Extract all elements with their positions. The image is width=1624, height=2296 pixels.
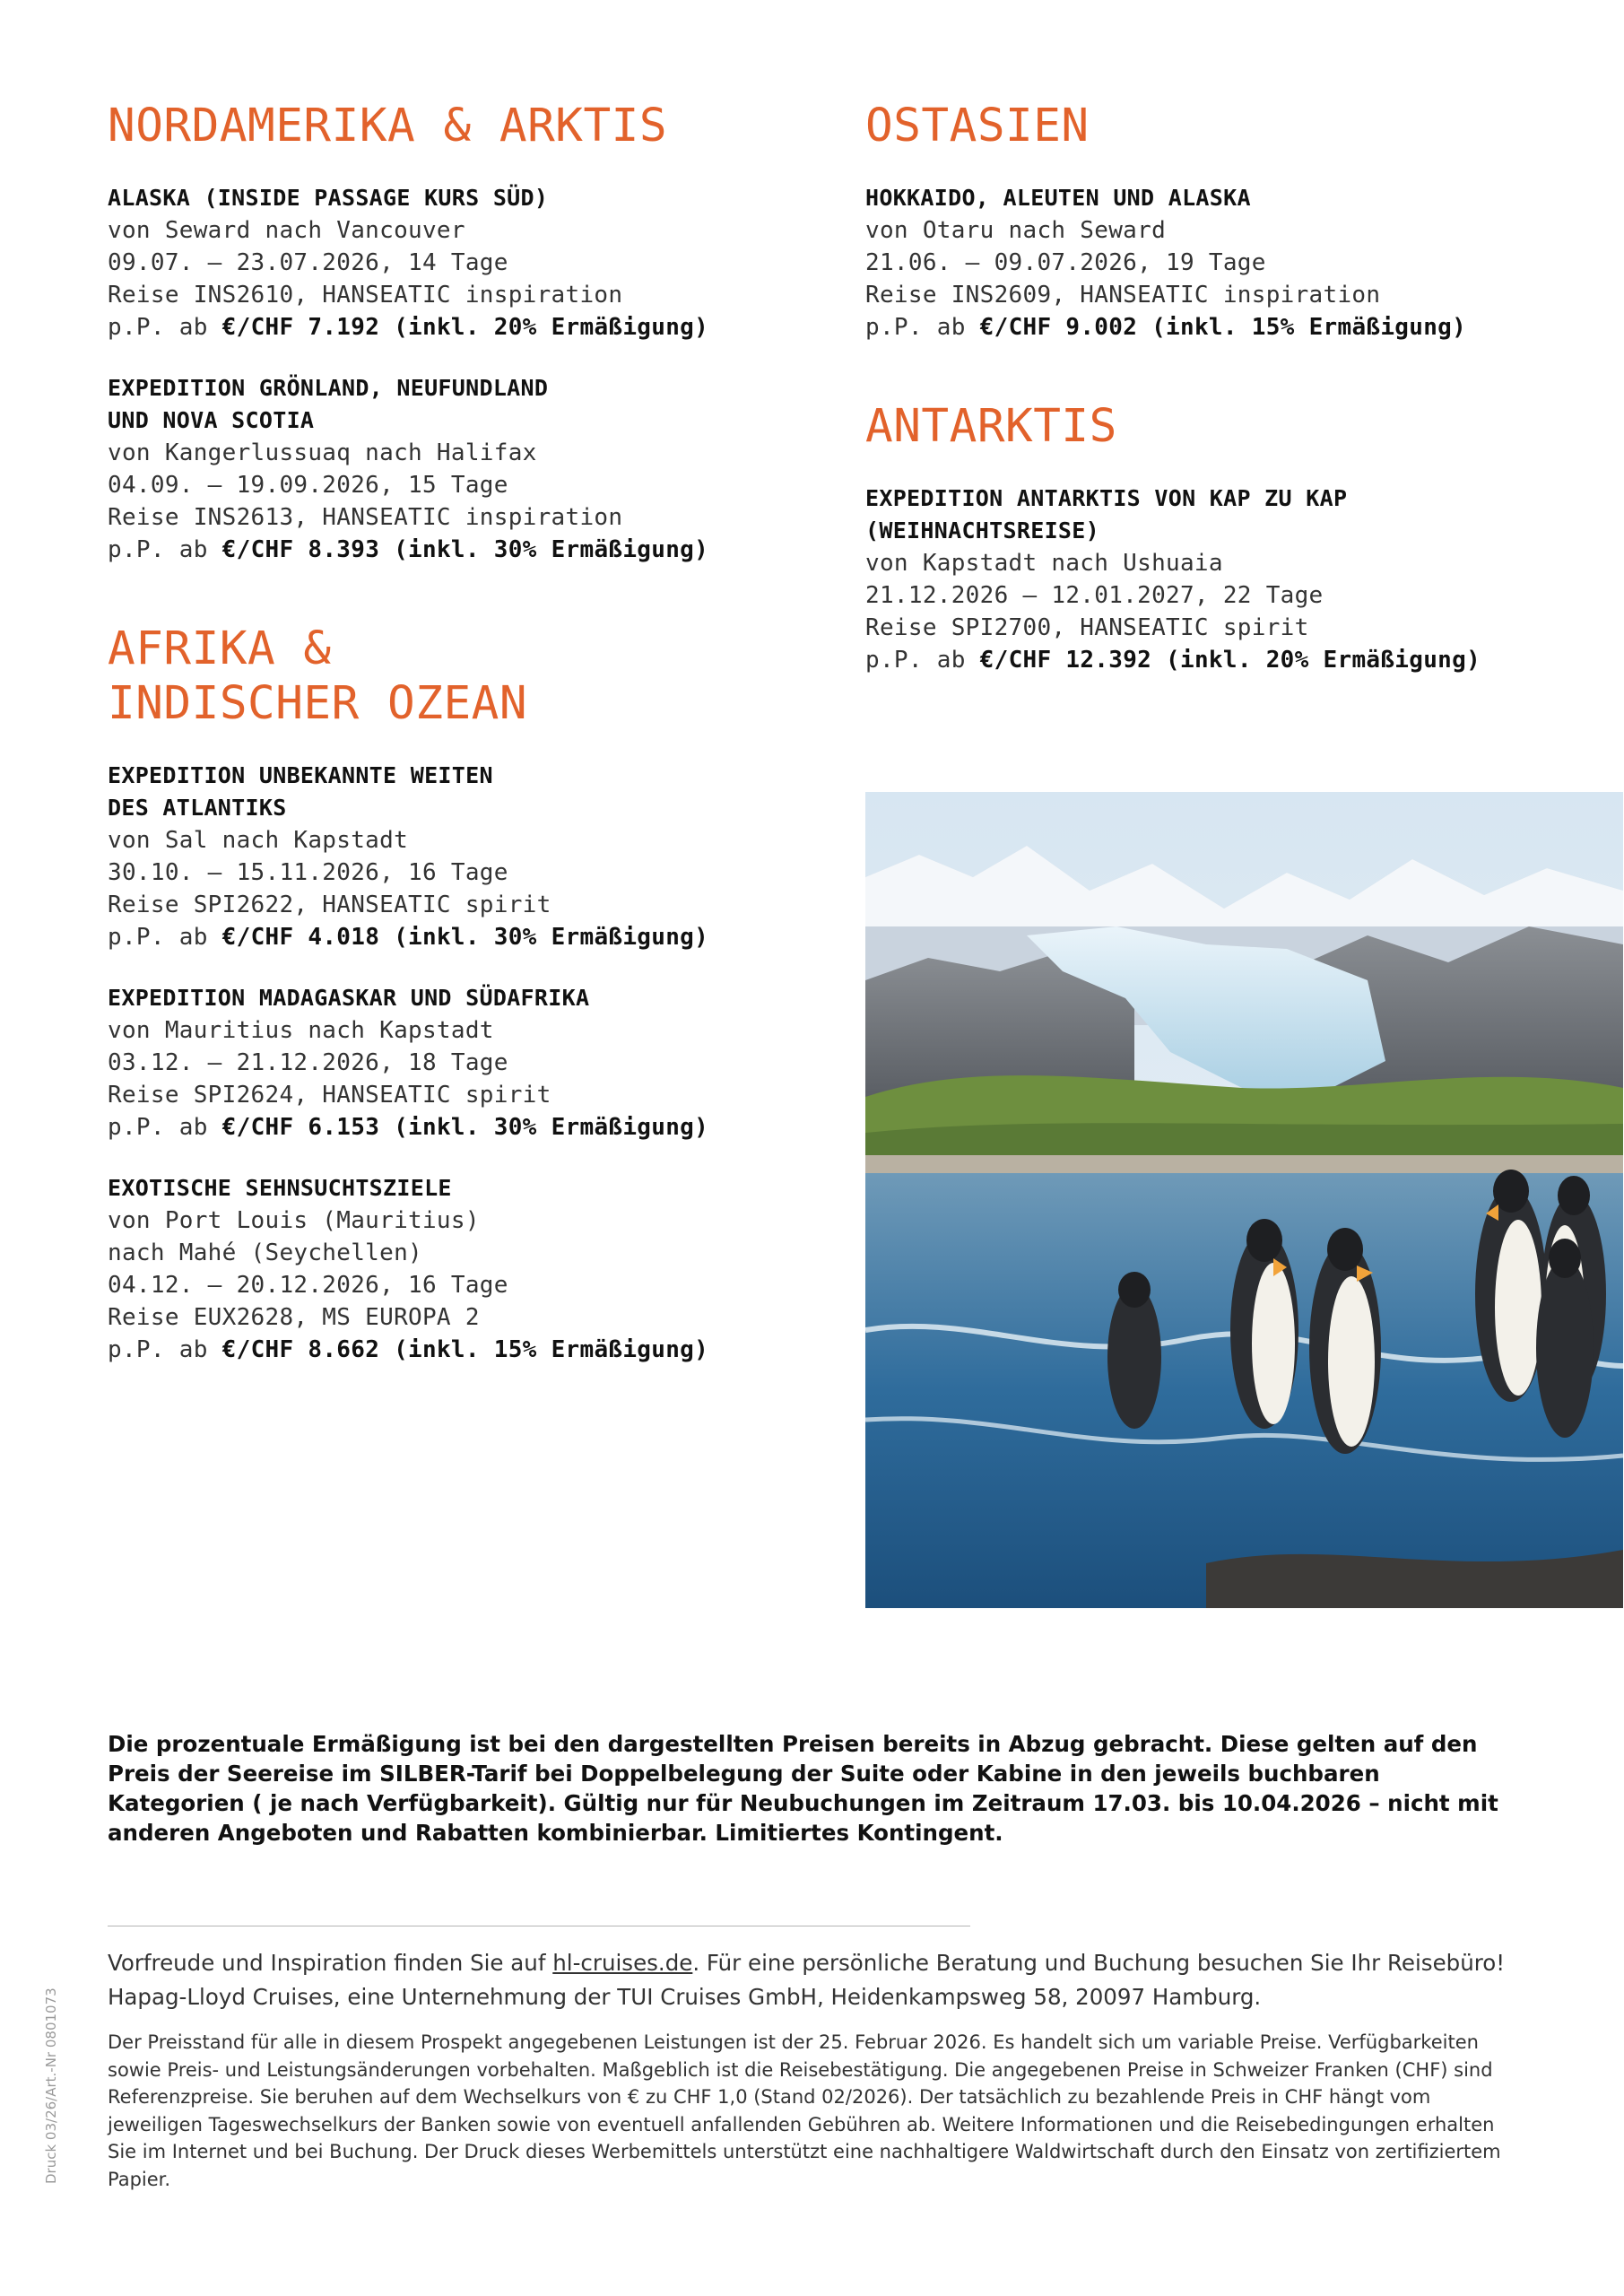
offer-trip: Reise EUX2628, MS EUROPA 2 <box>108 1304 480 1331</box>
offer-item <box>865 483 1619 676</box>
region-heading-line: INDISCHER OZEAN <box>108 677 528 730</box>
offer-item <box>108 1172 861 1366</box>
price-prefix: p.P. ab <box>108 536 208 563</box>
offer-title: UND NOVA SCOTIA <box>108 407 315 433</box>
offer-route: nach Mahé (Seychellen) <box>108 1239 422 1266</box>
offer-title: (WEIHNACHTSREISE) <box>865 517 1099 544</box>
print-code: Druck 03/26/Art.-Nr 0801073 <box>43 1987 59 2184</box>
contact-info <box>108 1946 1587 2014</box>
website-link[interactable]: hl-cruises.de <box>552 1950 693 1976</box>
offer-item <box>108 760 861 953</box>
offer-route: von Kangerlussuaq nach Halifax <box>108 439 537 466</box>
price-prefix: p.P. ab <box>108 1114 208 1141</box>
offer-title: EXPEDITION MADAGASKAR UND SÜDAFRIKA <box>108 985 590 1011</box>
offer-dates: 04.12. – 20.12.2026, 16 Tage <box>108 1272 508 1299</box>
offer-dates: 09.07. – 23.07.2026, 14 Tage <box>108 249 508 276</box>
contact-line-1 <box>108 1946 1587 1980</box>
penguin-landscape-illustration <box>865 792 1623 1608</box>
offer-item <box>108 182 861 344</box>
offer-route: von Otaru nach Seward <box>865 217 1167 244</box>
offer-title: ALASKA (INSIDE PASSAGE KURS SÜD) <box>108 185 549 211</box>
offer-dates: 30.10. – 15.11.2026, 16 Tage <box>108 859 508 886</box>
right-column <box>865 99 1619 705</box>
offer-dates: 21.06. – 09.07.2026, 19 Tage <box>865 249 1266 276</box>
legal-fineprint: Der Preisstand für alle in diesem Prospekt angegebenen Leistungen ist der 25. Februar 2026. Es handelt sich um variable Preise. Verfügbarkeiten sowie Preis- und Leistungsänderungen vorbehalten. Maßgeblich ist die Reisebestätigung. Die angegebenen Preise in Schweizer Franken (CHF) sind Referenzpreise. Sie beruhen auf dem Wechselkurs von € zu CHF 1,0 (Stand 02/2026). Der tatsächlich zu bezahlende Preis in CHF hängt vom jeweiligen Tageswechselkurs der Banken sowie von eventuell anfallenden Gebühren ab. Weitere Informationen und die Reisebedingungen erhalten Sie im Internet und bei Buchung. Der Druck dieses Werbemittels unterstützt eine nachhaltigere Waldwirtschaft durch den Einsatz von zertifiziertem Papier. <box>108 2031 1501 2190</box>
price-prefix: p.P. ab <box>865 647 966 674</box>
offer-title: EXPEDITION ANTARKTIS VON KAP ZU KAP <box>865 485 1348 511</box>
offer-trip: Reise SPI2700, HANSEATIC spirit <box>865 614 1309 641</box>
price-value: €/CHF 7.192 (inkl. 20% Ermäßigung) <box>221 314 709 341</box>
price-prefix: p.P. ab <box>108 924 208 951</box>
offer-route: von Mauritius nach Kapstadt <box>108 1017 494 1044</box>
contact-text: Vorfreude und Inspiration finden Sie auf <box>108 1950 553 1976</box>
left-column <box>108 99 861 1395</box>
offer-price <box>865 311 1619 344</box>
offer-item <box>108 982 861 1144</box>
offer-title: EXPEDITION UNBEKANNTE WEITEN <box>108 762 493 788</box>
offer-dates: 03.12. – 21.12.2026, 18 Tage <box>108 1049 508 1076</box>
offer-price <box>865 644 1619 676</box>
discount-note: Die prozentuale Ermäßigung ist bei den dargestellten Preisen bereits in Abzug gebracht. Diese gelten auf den Preis der Seereise im SILBER-Tarif bei Doppelbelegung der Suite oder Kabine in den jeweils buchbaren Kategorien ( je nach Verfügbarkeit). Gültig nur für Neubuchungen im Zeitraum 17.03. bis 10.04.2026 – nicht mit anderen Angeboten und Rabatten kombinierbar. Limitiertes Kontingent. <box>108 1731 1498 1846</box>
offer-item <box>865 182 1619 344</box>
price-value: €/CHF 9.002 (inkl. 15% Ermäßigung) <box>979 314 1467 341</box>
offer-trip: Reise INS2610, HANSEATIC inspiration <box>108 282 623 309</box>
region-heading-antarktis: ANTARKTIS <box>865 400 1117 453</box>
price-prefix: p.P. ab <box>108 314 208 341</box>
offer-price <box>108 921 861 953</box>
price-value: €/CHF 4.018 (inkl. 30% Ermäßigung) <box>221 924 709 951</box>
offer-title: EXOTISCHE SEHNSUCHTSZIELE <box>108 1175 452 1201</box>
price-prefix: p.P. ab <box>865 314 966 341</box>
offer-price <box>108 534 861 566</box>
offer-title: HOKKAIDO, ALEUTEN UND ALASKA <box>865 185 1251 211</box>
contact-text: . Für eine persönliche Beratung und Buchung besuchen Sie Ihr Reisebüro! <box>692 1950 1506 1976</box>
price-value: €/CHF 6.153 (inkl. 30% Ermäßigung) <box>221 1114 709 1141</box>
offer-price <box>108 1334 861 1366</box>
offer-item <box>108 372 861 566</box>
region-heading-ostasien: OSTASIEN <box>865 100 1090 152</box>
offer-route: von Sal nach Kapstadt <box>108 827 409 854</box>
offer-dates: 21.12.2026 – 12.01.2027, 22 Tage <box>865 582 1324 609</box>
offer-route: von Seward nach Vancouver <box>108 217 465 244</box>
region-heading-nordamerika: NORDAMERIKA & ARKTIS <box>108 100 668 152</box>
price-prefix: p.P. ab <box>108 1336 208 1363</box>
offer-route: von Port Louis (Mauritius) <box>108 1207 480 1234</box>
offer-title: DES ATLANTIKS <box>108 795 287 821</box>
region-heading-afrika <box>108 622 861 731</box>
penguin-photo <box>865 792 1623 1608</box>
offer-trip: Reise SPI2622, HANSEATIC spirit <box>108 891 551 918</box>
offer-price <box>108 1111 861 1144</box>
offer-trip: Reise INS2613, HANSEATIC inspiration <box>108 504 623 531</box>
price-value: €/CHF 8.393 (inkl. 30% Ermäßigung) <box>221 536 709 563</box>
offer-trip: Reise SPI2624, HANSEATIC spirit <box>108 1082 551 1109</box>
offer-title: EXPEDITION GRÖNLAND, NEUFUNDLAND <box>108 375 549 401</box>
region-heading-line: AFRIKA & <box>108 622 332 675</box>
price-value: €/CHF 8.662 (inkl. 15% Ermäßigung) <box>221 1336 709 1363</box>
offer-price <box>108 311 861 344</box>
price-value: €/CHF 12.392 (inkl. 20% Ermäßigung) <box>979 647 1481 674</box>
offer-dates: 04.09. – 19.09.2026, 15 Tage <box>108 472 508 499</box>
offer-route: von Kapstadt nach Ushuaia <box>865 550 1223 577</box>
contact-line-2: Hapag-Lloyd Cruises, eine Unternehmung der TUI Cruises GmbH, Heidenkampsweg 58, 20097 Hamburg. <box>108 1984 1262 2010</box>
offer-trip: Reise INS2609, HANSEATIC inspiration <box>865 282 1381 309</box>
